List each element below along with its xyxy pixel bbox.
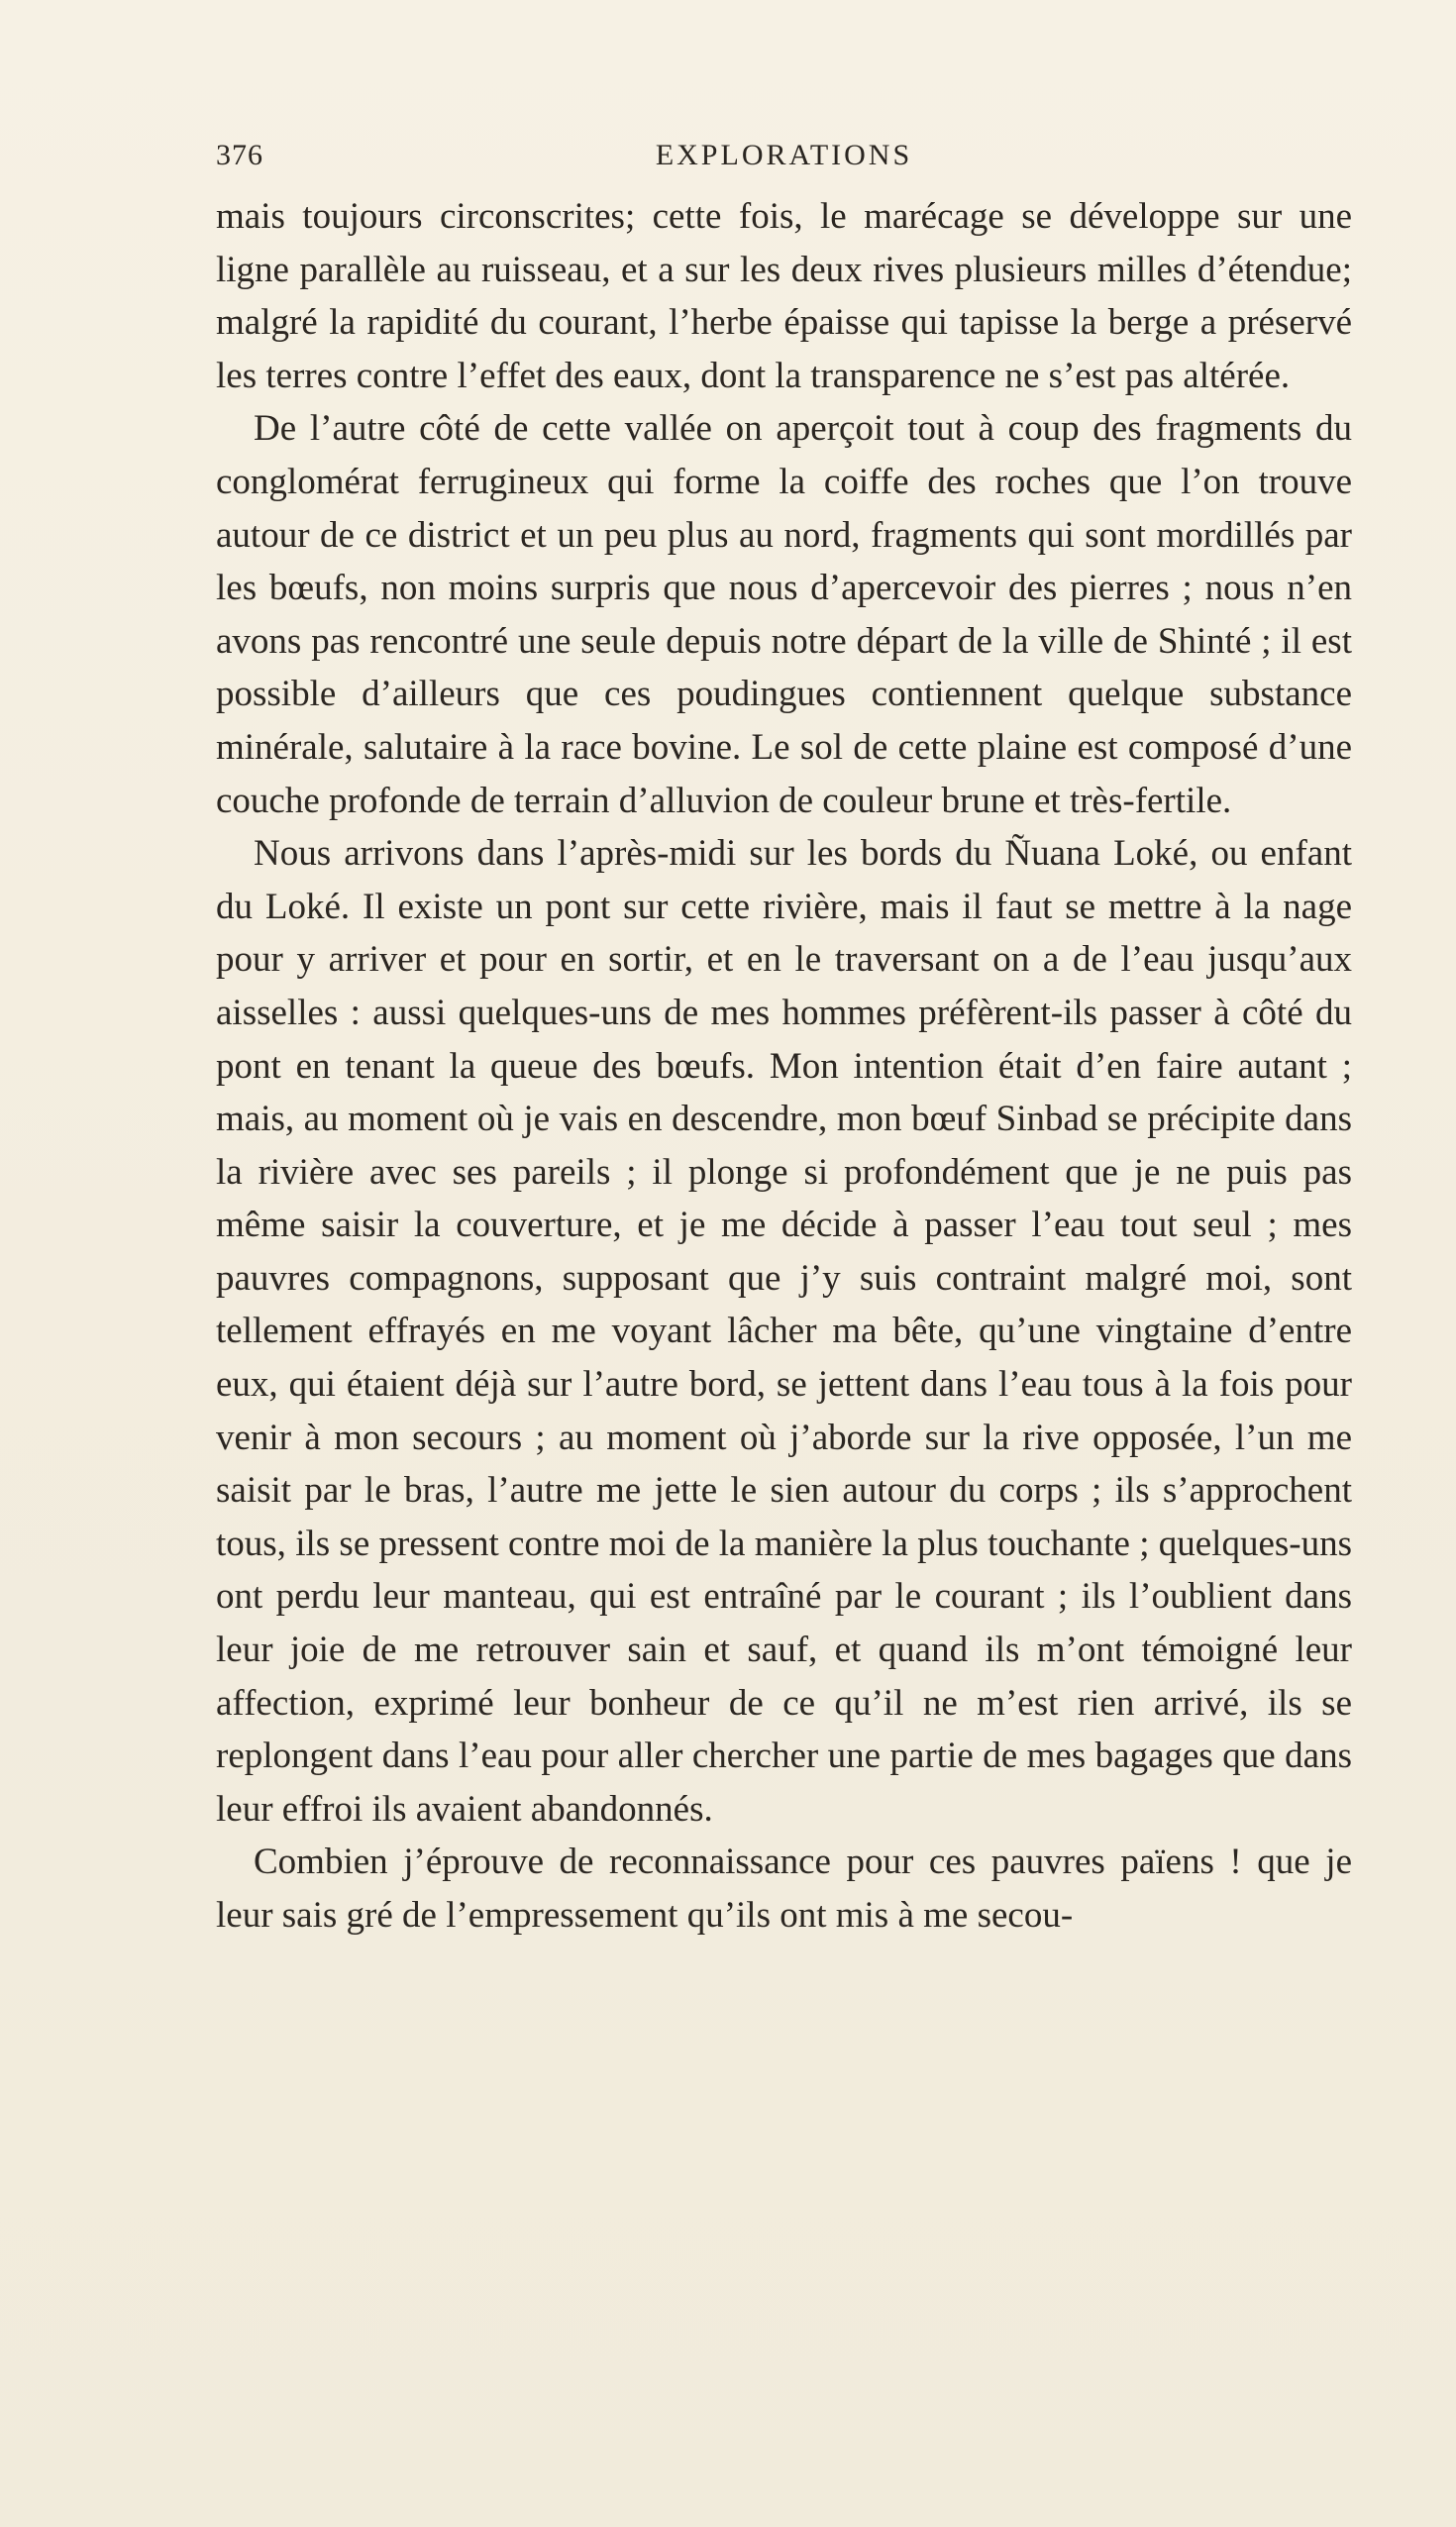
page-number: 376	[216, 139, 263, 171]
running-title: EXPLORATIONS	[655, 139, 913, 171]
paragraph-river-crossing: Nous arrivons dans l’après-midi sur les bords du Ñuana Loké, ou enfant du Loké. Il existe un pont sur cette rivière, mais il faut se mettre à la nage pour y arriver et pour en sortir, et en le traversant on a de l’eau jusqu’aux aisselles : aussi quelques-uns de mes hommes préfèrent-ils passer à côté du pont en tenant la queue des bœufs. Mon intention était d’en faire autant ; mais, au moment où je vais en descendre, mon bœuf Sinbad se précipite dans la rivière avec ses pareils ; il plonge si profondément que je ne puis pas même saisir la couverture, et je me décide à passer l’eau tout seul ; mes pauvres compagnons, supposant que j’y suis contraint malgré moi, sont tellement effrayés en me voyant lâcher ma bête, qu’une vingtaine d’entre eux, qui étaient déjà sur l’autre bord, se jettent dans l’eau tous à la fois pour venir à mon secours ; au moment où j’aborde sur la rive opposée, l’un me saisit par le bras, l’autre me jette le sien autour du corps ; ils s’approchent tous, ils se pressent contre moi de la manière la plus touchante ; quelques-uns ont perdu leur manteau, qui est entraîné par le courant ; ils l’oublient dans leur joie de me retrouver sain et sauf, et quand ils m’ont témoigné leur affection, exprimé leur bonheur de ce qu’il ne m’est rien arrivé, ils se replongent dans l’eau pour aller chercher une partie de mes bagages que dans leur effroi ils avaient abandonnés.	[216, 833, 1352, 1830]
paragraph-continued: mais toujours circonscrites; cette fois, le marécage se développe sur une ligne parallèle au ruisseau, et a sur les deux rives plusieurs milles d’étendue; malgré la rapidité du courant, l’herbe épaisse qui tapisse la berge a préservé les terres contre l’effet des eaux, dont la transparence ne s’est pas altérée.	[216, 196, 1352, 396]
paragraph-valley: De l’autre côté de cette vallée on aperçoit tout à coup des fragments du conglomérat ferrugineux qui forme la coiffe des roches que l’on trouve autour de ce district et un peu plus au nord, fragments qui sont mordillés par les bœufs, non moins surpris que nous d’apercevoir des pierres ; nous n’en avons pas rencontré une seule depuis notre départ de la ville de Shinté ; il est possible d’ailleurs que ces poudingues contiennent quelque substance minérale, salutaire à la race bovine. Le sol de cette plaine est composé d’une couche profonde de terrain d’alluvion de couleur brune et très-fertile.	[216, 408, 1352, 821]
body-text	[216, 190, 1352, 1943]
paragraph-gratitude: Combien j’éprouve de reconnaissance pour ces pauvres païens ! que je leur sais gré de l’empressement qu’ils ont mis à me secou-	[216, 1842, 1352, 1936]
page-header	[216, 139, 1352, 182]
